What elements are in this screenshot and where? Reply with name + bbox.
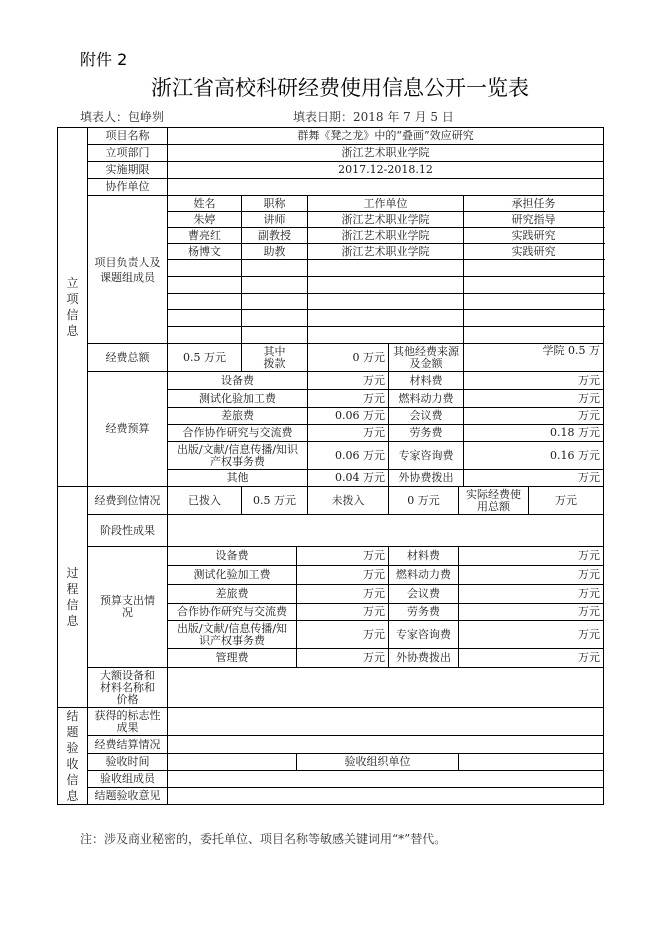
member-name bbox=[168, 277, 242, 294]
budget-item-label: 劳务费 bbox=[389, 425, 464, 442]
expenditure-item-label: 专家咨询费 bbox=[389, 621, 459, 649]
budget-item-value: 0.06 万元 bbox=[308, 408, 389, 425]
settlement-value bbox=[168, 736, 604, 754]
member-unit bbox=[308, 260, 464, 277]
pending-label: 未拨入 bbox=[308, 487, 389, 515]
budget-item-label: 材料费 bbox=[389, 372, 464, 390]
expenditure-item-label: 设备费 bbox=[168, 547, 297, 566]
dept-label: 立项部门 bbox=[88, 145, 168, 162]
member-task: 研究指导 bbox=[464, 212, 604, 228]
budget-item-value: 万元 bbox=[308, 425, 389, 442]
member-name: 曹亮红 bbox=[168, 228, 242, 244]
acceptance-org-value bbox=[459, 754, 604, 771]
expenditure-item-value: 万元 bbox=[297, 649, 389, 668]
section-project: 立项信息 bbox=[58, 128, 88, 487]
budget-row bbox=[58, 372, 604, 390]
fill-date: 填表日期：2018 年 7 月 5 日 bbox=[293, 110, 454, 124]
expenditure-item-value: 万元 bbox=[459, 566, 604, 585]
members-col-title: 职称 bbox=[242, 196, 308, 212]
acceptance-members-value bbox=[168, 771, 604, 788]
results-value bbox=[168, 708, 604, 736]
member-name: 朱婷 bbox=[168, 212, 242, 228]
attachment-label: 附件 2 bbox=[80, 50, 128, 69]
budget-item-label: 差旅费 bbox=[168, 408, 308, 425]
acceptance-time-value bbox=[168, 754, 297, 771]
section-process: 过程信息 bbox=[58, 487, 88, 708]
dept-value: 浙江艺术职业学院 bbox=[168, 145, 604, 162]
member-unit bbox=[308, 310, 464, 327]
member-title bbox=[242, 277, 308, 294]
budget-item-label: 其他 bbox=[168, 470, 308, 487]
expenditure-item-label: 燃料动力费 bbox=[389, 566, 459, 585]
budget-item-value: 万元 bbox=[464, 408, 604, 425]
budget-item-label: 燃料动力费 bbox=[389, 390, 464, 408]
budget-item-value: 万元 bbox=[464, 470, 604, 487]
expenditure-item-label: 外协费拨出 bbox=[389, 649, 459, 668]
expenditure-item-label: 出版/文献/信息传播/知识产权事务费 bbox=[168, 621, 297, 649]
member-name bbox=[168, 260, 242, 277]
project-name-value: 群舞《凳之龙》中的“叠画”效应研究 bbox=[168, 128, 604, 145]
member-unit: 浙江艺术职业学院 bbox=[308, 244, 464, 260]
member-title: 助教 bbox=[242, 244, 308, 260]
other-funding-value: 学院 0.5 万 bbox=[464, 344, 604, 372]
large-equipment-label: 大额设备和材料名称和价格 bbox=[88, 668, 168, 708]
acceptance-opinion-label: 结题验收意见 bbox=[88, 788, 168, 805]
expenditure-row bbox=[58, 547, 604, 566]
member-title: 副教授 bbox=[242, 228, 308, 244]
expenditure-item-value: 万元 bbox=[297, 566, 389, 585]
member-name bbox=[168, 310, 242, 327]
allocated-value: 0 万元 bbox=[308, 344, 389, 372]
expenditure-item-value: 万元 bbox=[459, 621, 604, 649]
member-name: 杨博文 bbox=[168, 244, 242, 260]
member-task bbox=[464, 327, 604, 344]
expenditure-item-value: 万元 bbox=[459, 649, 604, 668]
expenditure-item-label: 差旅费 bbox=[168, 585, 297, 604]
member-task: 实践研究 bbox=[464, 244, 604, 260]
section-closing: 结题验收信息 bbox=[58, 708, 88, 805]
project-name-label: 项目名称 bbox=[88, 128, 168, 145]
total-funding-label: 经费总额 bbox=[88, 344, 168, 372]
settlement-label: 经费结算情况 bbox=[88, 736, 168, 754]
member-task bbox=[464, 310, 604, 327]
budget-item-value: 0.06 万元 bbox=[308, 442, 389, 470]
allocated-label: 其中拨款 bbox=[242, 344, 308, 372]
acceptance-time-label: 验收时间 bbox=[88, 754, 168, 771]
budget-item-value: 万元 bbox=[308, 372, 389, 390]
member-title bbox=[242, 310, 308, 327]
member-task bbox=[464, 260, 604, 277]
actual-usage-label: 实际经费使用总额 bbox=[459, 487, 529, 515]
member-task bbox=[464, 294, 604, 310]
budget-item-label: 设备费 bbox=[168, 372, 308, 390]
member-unit bbox=[308, 294, 464, 310]
expenditure-item-value: 万元 bbox=[297, 621, 389, 649]
expenditure-item-label: 会议费 bbox=[389, 585, 459, 604]
expenditure-label: 预算支出情况 bbox=[88, 547, 168, 668]
arrival-label: 经费到位情况 bbox=[88, 487, 168, 515]
expenditure-item-value: 万元 bbox=[459, 585, 604, 604]
member-name bbox=[168, 294, 242, 310]
footer-note: 注：涉及商业秘密的，委托单位、项目名称等敏感关键词用“*”替代。 bbox=[80, 832, 447, 846]
budget-item-label: 会议费 bbox=[389, 408, 464, 425]
expenditure-item-label: 管理费 bbox=[168, 649, 297, 668]
stage-results-label: 阶段性成果 bbox=[88, 515, 168, 547]
received-label: 已拨入 bbox=[168, 487, 242, 515]
member-title bbox=[242, 260, 308, 277]
filler-name: 填表人：包峥刿 bbox=[80, 110, 165, 124]
disclosure-table bbox=[57, 127, 604, 805]
budget-item-value: 万元 bbox=[308, 390, 389, 408]
members-col-name: 姓名 bbox=[168, 196, 242, 212]
acceptance-members-label: 验收组成员 bbox=[88, 771, 168, 788]
other-funding-label: 其他经费来源及金额 bbox=[389, 344, 464, 372]
member-name bbox=[168, 327, 242, 344]
total-funding-value: 0.5 万元 bbox=[168, 344, 242, 372]
budget-item-label: 测试化验加工费 bbox=[168, 390, 308, 408]
budget-item-label: 合作协作研究与交流费 bbox=[168, 425, 308, 442]
member-unit: 浙江艺术职业学院 bbox=[308, 228, 464, 244]
period-value: 2017.12-2018.12 bbox=[168, 162, 604, 179]
member-title: 讲师 bbox=[242, 212, 308, 228]
member-unit bbox=[308, 327, 464, 344]
budget-item-value: 0.18 万元 bbox=[464, 425, 604, 442]
member-title bbox=[242, 327, 308, 344]
member-task bbox=[464, 277, 604, 294]
expenditure-item-value: 万元 bbox=[459, 547, 604, 566]
large-equipment-value bbox=[168, 668, 604, 708]
members-label: 项目负责人及课题组成员 bbox=[88, 196, 168, 344]
pending-value: 0 万元 bbox=[389, 487, 459, 515]
member-title bbox=[242, 294, 308, 310]
members-col-unit: 工作单位 bbox=[308, 196, 464, 212]
stage-results-value bbox=[168, 515, 604, 547]
budget-label: 经费预算 bbox=[88, 372, 168, 487]
expenditure-item-label: 测试化验加工费 bbox=[168, 566, 297, 585]
period-label: 实施期限 bbox=[88, 162, 168, 179]
coop-label: 协作单位 bbox=[88, 179, 168, 196]
actual-usage-value: 万元 bbox=[529, 487, 604, 515]
budget-item-value: 万元 bbox=[464, 390, 604, 408]
member-unit bbox=[308, 277, 464, 294]
expenditure-item-label: 劳务费 bbox=[389, 604, 459, 621]
expenditure-item-value: 万元 bbox=[297, 585, 389, 604]
budget-item-label: 出版/文献/信息传播/知识产权事务费 bbox=[168, 442, 308, 470]
budget-item-label: 专家咨询费 bbox=[389, 442, 464, 470]
expenditure-item-label: 合作协作研究与交流费 bbox=[168, 604, 297, 621]
acceptance-org-label: 验收组织单位 bbox=[297, 754, 459, 771]
expenditure-item-label: 材料费 bbox=[389, 547, 459, 566]
expenditure-item-value: 万元 bbox=[297, 604, 389, 621]
results-label: 获得的标志性成果 bbox=[88, 708, 168, 736]
expenditure-item-value: 万元 bbox=[459, 604, 604, 621]
budget-item-value: 万元 bbox=[464, 372, 604, 390]
acceptance-opinion-value bbox=[168, 788, 604, 805]
received-value: 0.5 万元 bbox=[242, 487, 308, 515]
budget-item-value: 0.04 万元 bbox=[308, 470, 389, 487]
budget-item-label: 外协费拨出 bbox=[389, 470, 464, 487]
members-col-task: 承担任务 bbox=[464, 196, 604, 212]
expenditure-item-value: 万元 bbox=[297, 547, 389, 566]
member-unit: 浙江艺术职业学院 bbox=[308, 212, 464, 228]
coop-value bbox=[168, 179, 604, 196]
budget-item-value: 0.16 万元 bbox=[464, 442, 604, 470]
member-task: 实践研究 bbox=[464, 228, 604, 244]
page-title: 浙江省高校科研经费使用信息公开一览表 bbox=[151, 76, 529, 100]
